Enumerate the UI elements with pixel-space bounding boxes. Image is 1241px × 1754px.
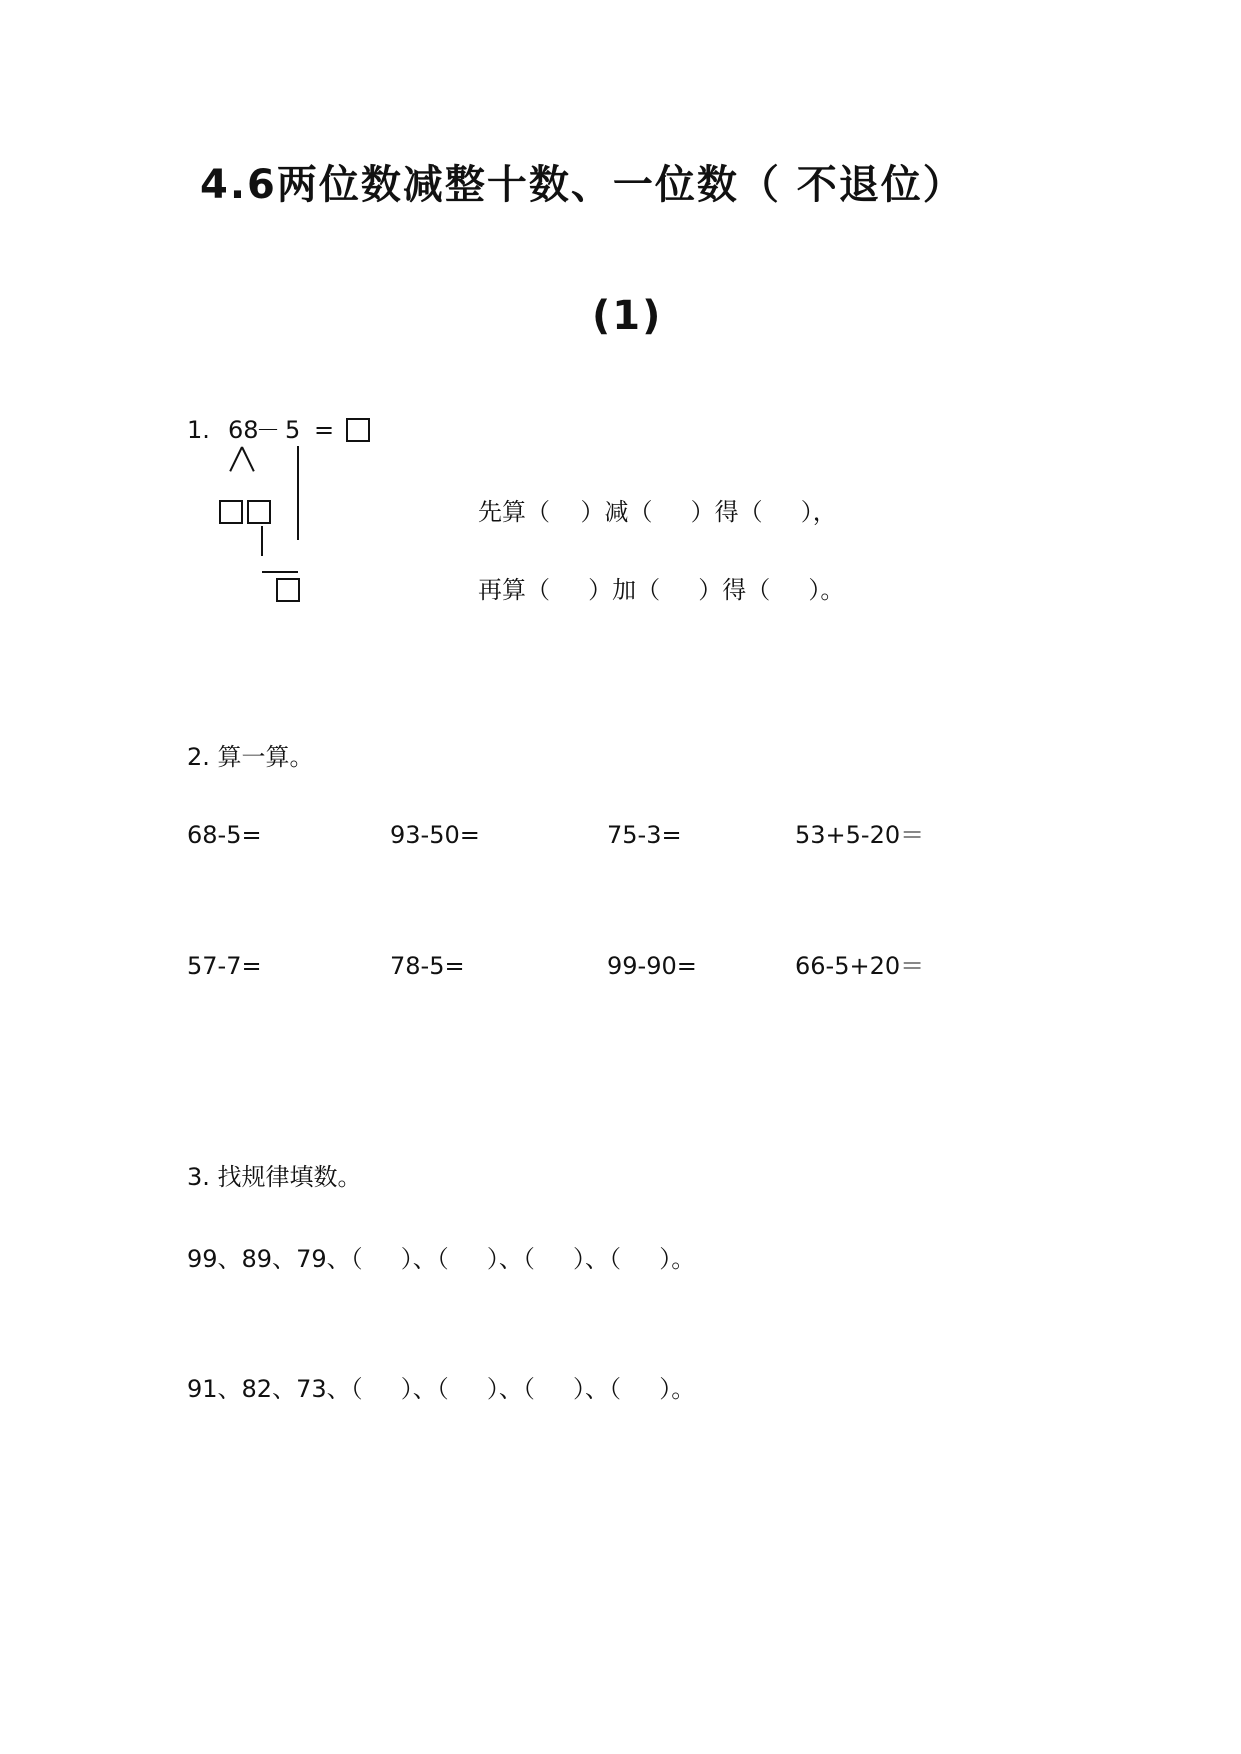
q1-result-bar [262,571,298,573]
q1-answer-box[interactable] [346,418,370,442]
q2-problem: 53+5-20＝ [795,821,925,849]
q1-minuend: 68 [228,416,259,444]
q2-problem: 93-50= [390,821,480,849]
q1-split-box-ones[interactable] [247,500,271,524]
q1-result-box[interactable] [276,578,300,602]
q3-sequence-2: 91、82、73、（ ）、（ ）、（ ）、（ ）。 [187,1375,696,1403]
q2-problem: 68-5= [187,821,262,849]
q2-heading: 2. 算一算。 [187,743,314,771]
page-subtitle: (1) [592,293,663,339]
q2-problem: 66-5+20＝ [795,952,925,980]
q1-subtrahend: 5 [285,416,301,444]
q1-split-line-right [241,447,255,472]
q1-minus-sign: － [256,416,280,444]
q1-number: 1. [187,416,210,444]
q2-problem: 57-7= [187,952,262,980]
q3-sequence-1: 99、89、79、（ ）、（ ）、（ ）、（ ）。 [187,1245,696,1273]
q1-split-box-tens[interactable] [219,500,243,524]
q1-vertical-line-short [261,526,263,556]
q1-vertical-line-long [297,446,299,540]
q3-heading: 3. 找规律填数。 [187,1163,362,1191]
q1-split-line-left [229,447,243,472]
q2-problem: 99-90= [607,952,697,980]
q1-hint-line2: 再算（ ）加（ ）得（ ）。 [478,576,845,604]
page-title: 4.6两位数减整十数、一位数（ 不退位） [200,162,965,208]
q1-equals-sign: = [314,416,335,444]
q2-problem: 78-5= [390,952,465,980]
q1-hint-line1: 先算（ ）减（ ）得（ ）， [478,498,837,526]
q2-problem: 75-3= [607,821,682,849]
